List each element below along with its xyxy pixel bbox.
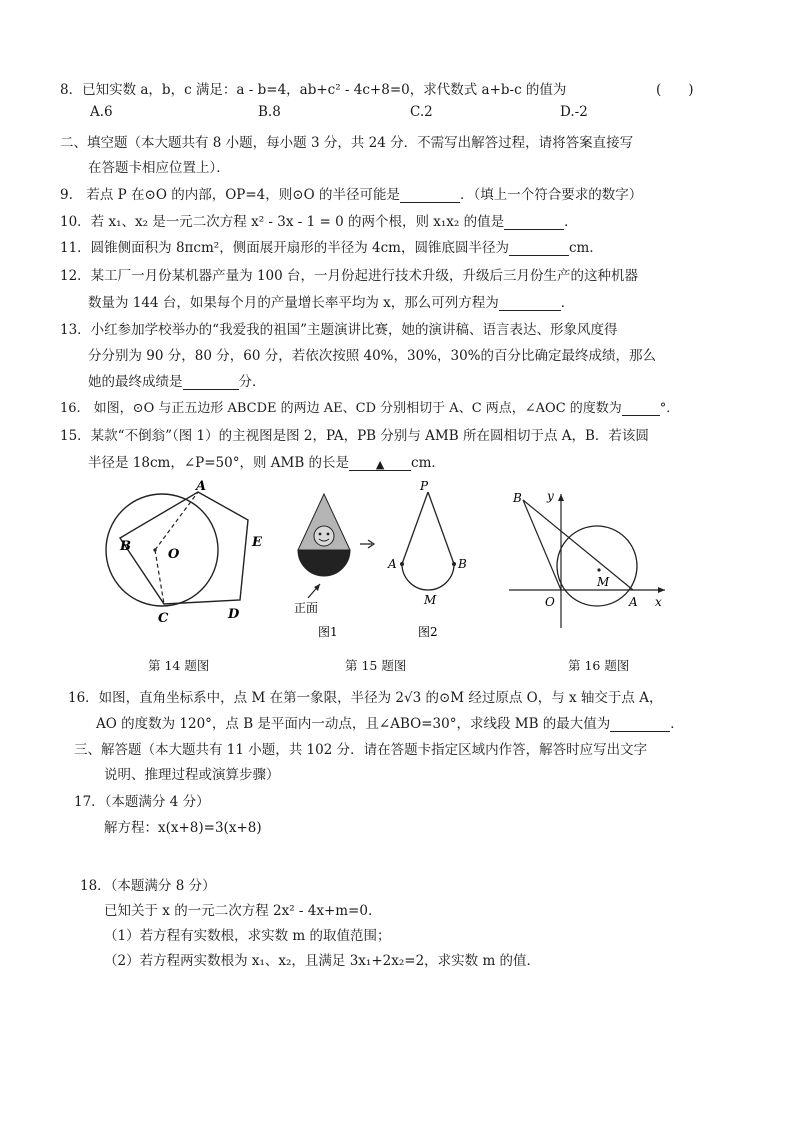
fig14-label-a: A	[196, 479, 207, 494]
fig14-label-o: O	[168, 547, 180, 562]
fig16-label-a: A	[629, 595, 638, 609]
q12-line2	[88, 291, 574, 311]
q11-pre: 11．圆锥侧面积为 8πcm²，侧面展开扇形的半径为 4cm，圆锥底圆半径为	[60, 240, 509, 256]
q12-line2-pre: 数量为 144 台，如果每个月的产量增长率平均为 x，那么可列方程为	[88, 295, 499, 311]
fig16-y-arrow	[558, 494, 564, 501]
fig14-segment-oa	[155, 492, 198, 550]
fig16-caption: 第 16 题图	[568, 658, 630, 673]
section2-heading-line1: 二、填空题（本大题共有 8 小题，每小题 3 分，共 24 分．不需写出解答过程，请将答案直接写	[60, 135, 634, 151]
q10-pre: 10．若 x₁、x₂ 是一元二次方程 x² - 3x - 1 = 0 的两个根，则 x₁x₂ 的值是	[60, 214, 505, 230]
fig15-label-fig2: 图2	[418, 625, 438, 639]
fig15-point-a	[400, 562, 404, 566]
q17-body: 解方程：x(x+8)=3(x+8)	[104, 820, 262, 836]
q8-option-a: A.6	[90, 104, 113, 120]
q11	[60, 236, 603, 256]
fig14-label-b: B	[120, 539, 131, 554]
fig15-toy-eye-right	[327, 533, 330, 536]
q16a-pre: 16. 如图，⊙O 与正五边形 ABCDE 的两边 AE、CD 分别相切于 A、C 两点，∠AOC 的度数为	[60, 401, 622, 416]
fig15-label-p: P	[420, 479, 429, 493]
fig16-label-o: O	[545, 595, 555, 609]
q9-blank[interactable]	[400, 188, 460, 203]
fig14-label-e: E	[252, 535, 262, 550]
fig16-center-dot	[597, 568, 600, 571]
q12-line1: 12．某工厂一月份某机器产量为 100 台，一月份起进行技术升级，升级后三月份生产的这种机器	[60, 268, 639, 284]
fig16-x-arrow	[658, 587, 665, 593]
q18-line1: 已知关于 x 的一元二次方程 2x² - 4x+m=0.	[104, 903, 373, 919]
q11-post: cm．	[568, 240, 603, 256]
fig15-label-b: B	[458, 557, 467, 571]
q18-heading: 18．（本题满分 8 分）	[80, 878, 216, 894]
fig16-label-x: x	[655, 595, 662, 609]
q13-line2: 分分别为 90 分，80 分，60 分，若依次按照 40%，30%，30%的百分比确定最终成绩，那么	[88, 348, 657, 364]
fig16-label-b: B	[513, 491, 522, 505]
q16b-line2-post: ．	[670, 716, 684, 732]
q16b-blank[interactable]	[610, 717, 670, 732]
fig16-segment-bo	[523, 500, 561, 590]
q16b-line2	[96, 712, 684, 732]
fig16-label-y: y	[547, 489, 554, 503]
q12-blank[interactable]	[499, 296, 561, 311]
q16a-post: °．	[659, 401, 680, 416]
fig15-label-a: A	[388, 557, 397, 571]
q13-line3-post: 分．	[238, 374, 266, 390]
fig15-caption: 第 15 题图	[345, 658, 407, 673]
fig15-label-m: M	[424, 593, 437, 607]
fig15-transform-arrow	[360, 540, 374, 548]
q13-line3	[88, 370, 266, 390]
q18-line2: （1）若方程有实数根，求实数 m 的取值范围；	[104, 928, 391, 944]
section3-heading-line1: 三、解答题（本大题共有 11 小题，共 102 分．请在答题卡指定区域内作答，解答时应写出文字	[74, 742, 648, 758]
fig15-point-b	[452, 562, 456, 566]
q9	[60, 183, 642, 203]
fig15-toy-bottom	[298, 550, 350, 576]
q17-heading: 17．（本题满分 4 分）	[74, 794, 210, 810]
fig15-segment-pa	[402, 492, 428, 564]
q16b-line1: 16．如图，直角坐标系中，点 M 在第一象限，半径为 2√3 的⊙M 经过原点 O，与 x 轴交于点 A，	[68, 690, 663, 706]
q16b-line2-pre: AO 的度数为 120°，点 B 是平面内一动点，且∠ABO=30°，求线段 MB 的最大值为	[96, 716, 611, 732]
fig15-label-front: 正面	[294, 601, 319, 615]
q18-line3: （2）若方程两实数根为 x₁、x₂，且满足 3x₁+2x₂=2，求实数 m 的值．	[104, 953, 541, 969]
q15-line2	[88, 451, 445, 471]
q9-post: ．（填上一个符合要求的数字）	[459, 187, 643, 203]
q12-line2-post: ．	[560, 295, 575, 311]
q15-line2-post: cm．	[411, 455, 445, 471]
fig14-caption: 第 14 题图	[148, 658, 210, 673]
fig16-label-m: M	[597, 575, 610, 589]
q16a-blank[interactable]	[622, 401, 660, 416]
q13-line1: 13．小红参加学校举办的“我爱我的祖国”主题演讲比赛，她的演讲稿、语言表达、形象风度得	[60, 322, 618, 338]
q16a	[60, 397, 679, 416]
q9-pre: 9. 若点 P 在⊙O 的内部，OP=4，则⊙O 的半径可能是	[60, 187, 400, 203]
figure-15	[290, 480, 480, 640]
fig15-segment-pb	[428, 492, 454, 564]
q8-answer-paren: ( )	[656, 82, 694, 98]
figure-14	[100, 480, 280, 630]
q15-line2-pre: 半径是 18cm，∠P=50°，则 AMB 的长是	[88, 455, 350, 471]
q15-line1: 15．某款“不倒翁”（图 1）的主视图是图 2，PA，PB 分别与 AMB 所在圆相切于点 A，B．若该圆	[60, 428, 649, 444]
q8-option-d: D.-2	[560, 104, 588, 120]
fig15-toy-face	[314, 526, 334, 546]
q13-line3-pre: 她的最终成绩是	[88, 374, 183, 390]
section2-heading-line2: 在答题卡相应位置上）．	[88, 160, 230, 176]
fig14-label-c: C	[158, 611, 169, 626]
q10	[60, 210, 578, 230]
q11-blank[interactable]	[509, 241, 569, 256]
q8-text: 8．已知实数 a，b，c 满足：a - b=4，ab+c² - 4c+8=0，求代数式 a+b-c 的值为	[60, 82, 567, 98]
fig15-toy-eye-left	[319, 533, 322, 536]
section3-heading-line2: 说明、推理过程或演算步骤）	[104, 767, 280, 783]
q10-post: ．	[564, 214, 578, 230]
fig15-arc-amb	[402, 564, 454, 590]
fig15-label-fig1: 图1	[318, 625, 338, 639]
q15-blank[interactable]	[349, 456, 411, 471]
fig14-pentagon	[120, 492, 248, 604]
fig14-segment-oc	[155, 550, 164, 604]
fig16-segment-ba	[523, 500, 633, 590]
fig14-center-dot	[153, 548, 156, 551]
q8-option-b: B.8	[258, 104, 281, 120]
q13-blank[interactable]	[183, 375, 239, 390]
q10-blank[interactable]	[504, 215, 564, 230]
fig14-label-d: D	[228, 607, 240, 622]
figure-16	[505, 480, 675, 630]
q15-blank-triangle: ▲	[375, 458, 385, 471]
q8-option-c: C.2	[410, 104, 433, 120]
